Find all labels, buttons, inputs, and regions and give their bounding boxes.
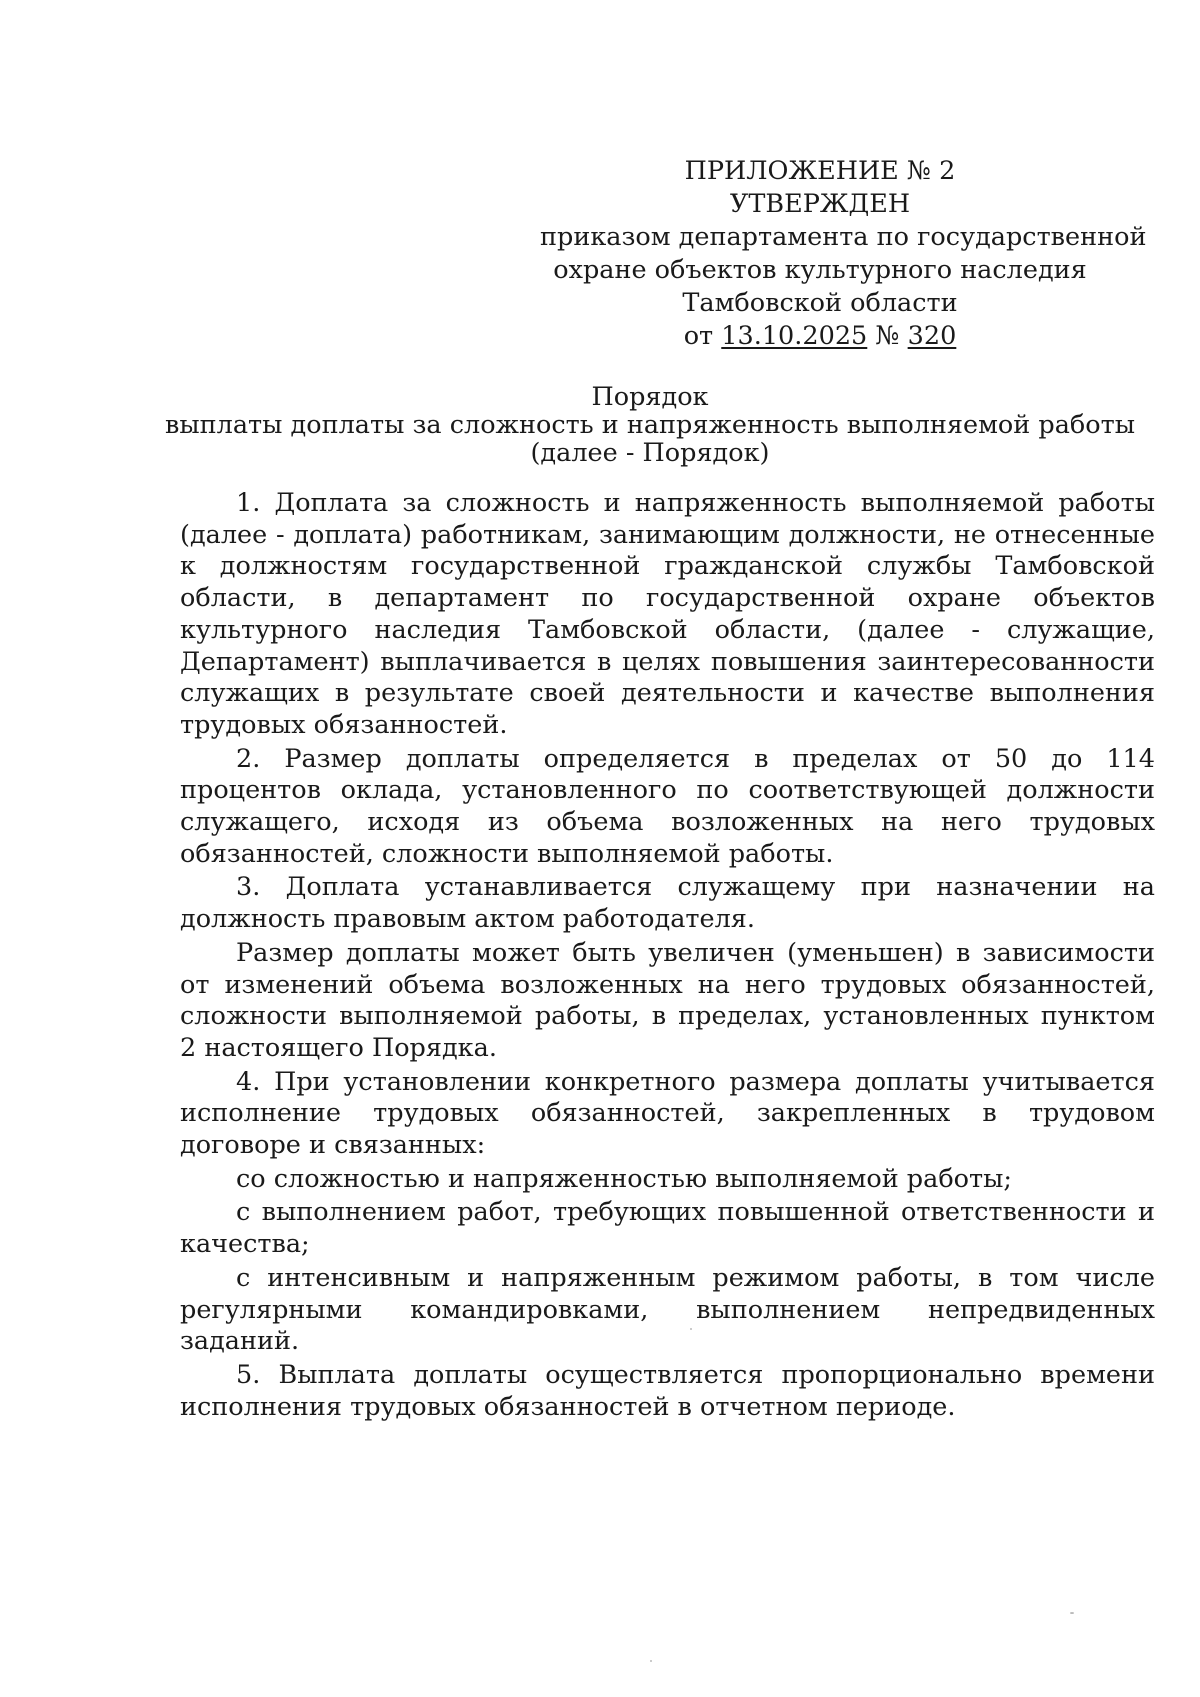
- paragraph-4-item-3: с интенсивным и напряженным режимом работы, в том числе регулярными командировками, выполнением непредвиденных заданий.: [180, 1262, 1155, 1357]
- approval-header: [540, 155, 1147, 353]
- paragraph-4: 4. При установлении конкретного размера доплаты учитывается исполнение трудовых обязанностей, закрепленных в трудовом договоре и связанных:: [180, 1066, 1155, 1161]
- paragraph-5: 5. Выплата доплаты осуществляется пропорционально времени исполнения трудовых обязанностей в отчетном периоде.: [180, 1359, 1155, 1422]
- order-line-3: Тамбовской области: [682, 288, 958, 318]
- paragraph-2: 2. Размер доплаты определяется в пределах от 50 до 114 процентов оклада, установленного по соответствующей должности служащего, исходя из объема возложенных на него трудовых обязанностей, сложности выполняемой работы.: [180, 743, 1155, 869]
- paragraph-1: 1. Доплата за сложность и напряженность выполняемой работы (далее - доплата) работникам, занимающим должности, не отнесенные к должностям государственной гражданской службы Тамбовской области, в департамент по государственной охране объектов культурного наследия Тамбовской области, (далее - служащие, Департамент) выплачивается в целях повышения заинтересованности служащих в результате своей деятельности и качестве выполнения трудовых обязанностей.: [180, 488, 1155, 740]
- scan-speck: [1070, 1612, 1074, 1614]
- scan-speck: [690, 1328, 692, 1330]
- title-line-3: (далее - Порядок): [530, 438, 770, 468]
- order-line-1: приказом департамента по государственной: [540, 222, 1147, 252]
- paragraph-4-item-1: со сложностью и напряженностью выполняемой работы;: [236, 1163, 1013, 1194]
- document-title: [150, 383, 1150, 467]
- date-prefix: от: [683, 321, 714, 351]
- appendix-label: ПРИЛОЖЕНИЕ № 2: [684, 156, 956, 186]
- order-date-line: [540, 320, 1100, 353]
- paragraph-3-continuation: Размер доплаты может быть увеличен (уменьшен) в зависимости от изменений объема возложенных на него трудовых обязанностей, сложности выполняемой работы, в пределах, установленных пунктом 2 настоящего Порядка.: [180, 937, 1155, 1063]
- scan-speck: [650, 1660, 652, 1662]
- title-line-2: выплаты доплаты за сложность и напряженность выполняемой работы: [164, 410, 1136, 440]
- number-sign: №: [875, 321, 900, 351]
- paragraph-3: 3. Доплата устанавливается служащему при назначении на должность правовым актом работодателя.: [180, 872, 1155, 935]
- order-line-2: охране объектов культурного наследия: [553, 255, 1087, 285]
- order-date: 13.10.2025: [721, 321, 868, 351]
- paragraph-4-item-2: с выполнением работ, требующих повышенной ответственности и качества;: [180, 1197, 1155, 1260]
- document-body: [180, 488, 1155, 1423]
- approved-label: УТВЕРЖДЕН: [729, 189, 911, 219]
- order-number: 320: [907, 321, 957, 351]
- title-line-1: Порядок: [591, 382, 709, 412]
